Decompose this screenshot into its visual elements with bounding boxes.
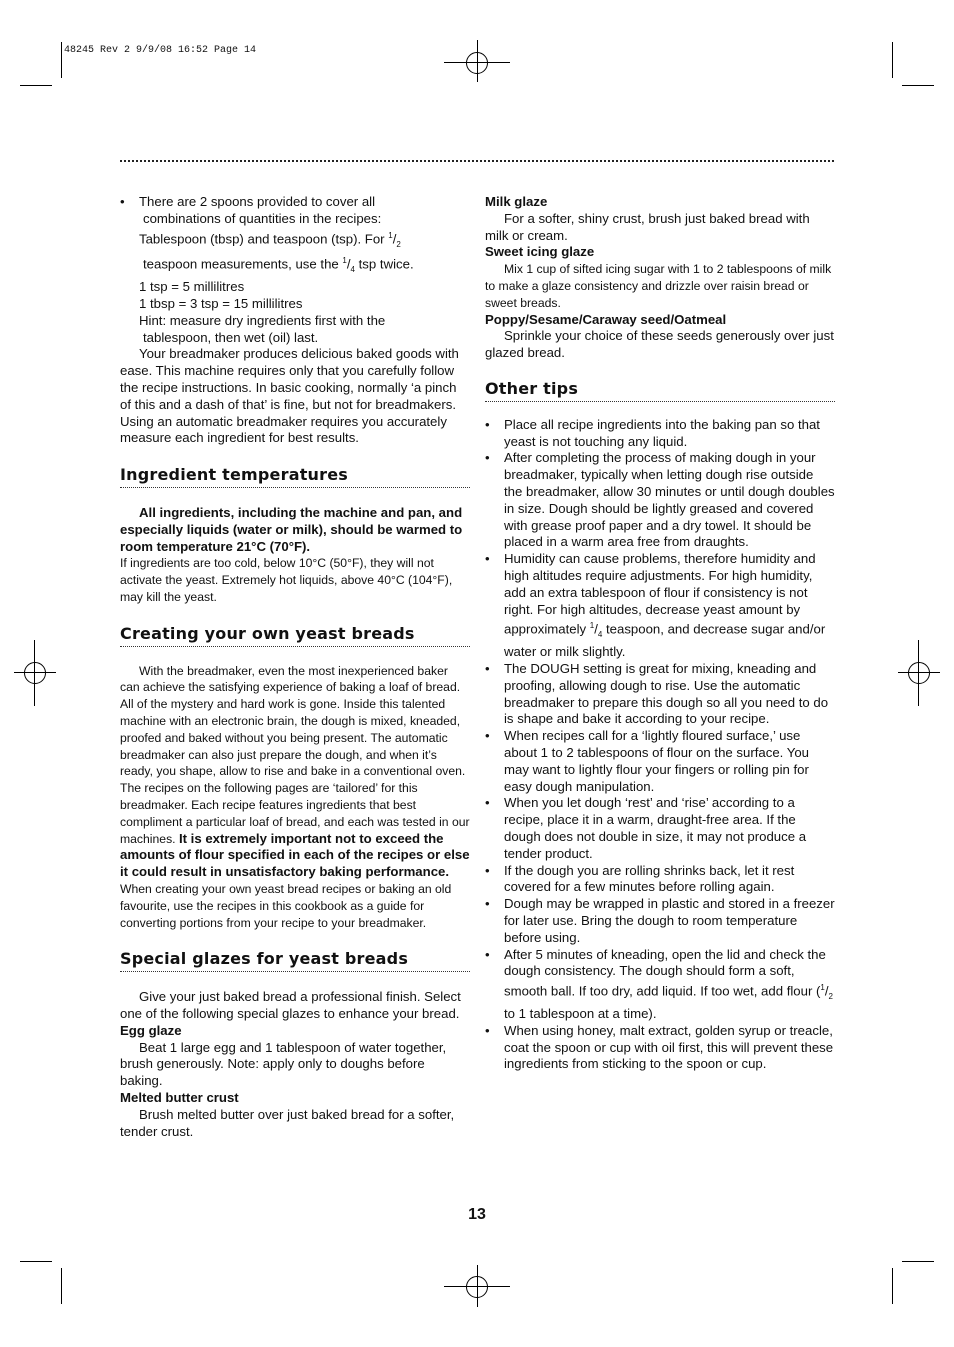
- tip-item: • Dough may be wrapped in plastic and stored in a freezer for later use. Bring the dough to room temperature before using.: [485, 896, 835, 946]
- tip-item: • When recipes call for a ‘lightly floured surface,’ use about 1 to 2 tablespoons of flour on the surface. You may want to lightly flour your fingers or rolling pin for easy dough manipulation.: [485, 728, 835, 795]
- seed-glaze-title: Poppy/Sesame/Caraway seed/Oatmeal: [485, 311, 727, 327]
- tip-9-frac-den: 2: [828, 992, 833, 1002]
- yeast-body-2: When creating your own yeast bread recipes or baking an old favourite, use the recipes in this cookbook as a guide for converting portions from your recipe to your breadmaker.: [120, 881, 452, 930]
- butter-crust-title: Melted butter crust: [120, 1089, 239, 1105]
- tip-3-frac-num: 1: [589, 621, 595, 631]
- egg-glaze-body: Beat 1 large egg and 1 tablespoon of water together, brush generously. Note: apply only to doughs before baking.: [120, 1039, 447, 1089]
- header-rule: [120, 160, 834, 162]
- left-column: [120, 194, 470, 1140]
- tsp-equivalence: 1 tsp = 5 millilitres: [139, 279, 245, 295]
- spoon-line-3-text: Tablespoon (tbsp) and teaspoon (tsp). For: [139, 230, 389, 246]
- tip-9-text: After 5 minutes of kneading, open the lid and check the dough consistency. The dough should form a soft, smooth ball. If too dry, add liquid. If too wet, add flour (: [504, 946, 826, 999]
- milk-glaze-body: For a softer, shiny crust, brush just baked bread with milk or cream.: [485, 210, 810, 243]
- hint-line-2: tablespoon, then wet (oil) last.: [143, 329, 319, 345]
- yeast-breads-heading: Creating your own yeast breads: [120, 626, 470, 647]
- spoon-bullet-list: [120, 194, 470, 346]
- spoon-line-1: • There are 2 spoons provided to cover all: [139, 194, 376, 209]
- tip-9-end: to 1 tablespoon at a time).: [504, 1005, 657, 1021]
- frac2-num: 1: [342, 256, 347, 266]
- tip-3-text: Humidity can cause problems, therefore humidity and high altitudes require adjustments. For high humidity, add an extra tablespoon of flour if consistency is not right. For high altitudes, decrease yeast amount by approximately: [504, 551, 816, 637]
- frac2-den: 4: [350, 265, 355, 275]
- tip-item: • Humidity can cause problems, therefore humidity and high altitudes require adjustments. For high humidity, add an extra tablespoon of flour if consistency is not right. For high altitudes, decrease yeast amount by approximately $^1/_4$ teaspoon, and decrease sugar and/or water or milk slightly.: [485, 551, 835, 661]
- spoon-line-4: teaspoon measurements, use the $^1/_4$ tsp twice.: [143, 256, 414, 275]
- seed-glaze-body: Sprinkle your choice of these seeds generously over just glazed bread.: [485, 328, 834, 361]
- tip-item: • After completing the process of making dough in your breadmaker, typically when letting dough rise outside the breadmaker, allow 30 minutes or until dough doubles in size. Dough should be lightly greased and covered with grease proof paper and a dry towel. It should be placed in a warm area free from draughts.: [485, 450, 835, 551]
- special-glazes-heading: Special glazes for yeast breads: [120, 951, 470, 972]
- right-column: [485, 194, 835, 1073]
- spoon-line-3: Tablespoon (tbsp) and teaspoon (tsp). For $^1/_2$: [139, 230, 401, 249]
- other-tips-heading: Other tips: [485, 381, 835, 402]
- frac-num: 1: [388, 230, 393, 240]
- glazes-intro: Give your just baked bread a professional finish. Select one of the following special glazes to enhance your bread.: [120, 989, 461, 1021]
- tip-item: • If the dough you are rolling shrinks back, let it rest covered for a few minutes before rolling again.: [485, 863, 835, 897]
- sweet-icing-body: Mix 1 cup of sifted icing sugar with 1 to 2 tablespoons of milk to make a glaze consistency and drizzle over raisin bread or sweet breads.: [485, 262, 832, 310]
- tip-item: • When using honey, malt extract, golden syrup or treacle, coat the spoon or cup with oil first, this will prevent these ingredients from sticking to the spoon or cup.: [485, 1023, 835, 1073]
- temps-body: If ingredients are too cold, below 10°C (50°F), they will not activate the yeast. Extremely hot liquids, above 40°C (104°F), may kill the yeast.: [120, 556, 453, 604]
- frac-den: 2: [396, 239, 401, 249]
- hint-line-1: Hint: measure dry ingredients first with the: [139, 312, 386, 328]
- tbsp-equivalence: 1 tbsp = 3 tsp = 15 millilitres: [139, 296, 303, 312]
- tip-3-frac-den: 4: [597, 630, 603, 640]
- tips-list: [485, 417, 835, 1073]
- page-number: 13: [468, 1206, 486, 1223]
- tip-item: • The DOUGH setting is great for mixing, kneading and proofing, allowing dough to rise. Use the automatic breadmaker to prepare this dough so all you need to do is shape and bake it according to your recipe.: [485, 661, 835, 728]
- tip-3-end: teaspoon, and decrease sugar and/or water or milk slightly.: [504, 621, 826, 660]
- spoon-line-2: combinations of quantities in the recipes:: [143, 210, 382, 226]
- tip-item: • When you let dough ‘rest’ and ‘rise’ according to a recipe, place it in a warm, draught-free area. If the dough does not double in size, it may not produce a tender product.: [485, 795, 835, 862]
- print-slug: 48245 Rev 2 9/9/08 16:52 Page 14: [64, 45, 257, 56]
- yeast-bold-warning: It is extremely important not to exceed the amounts of flour specified in each of the recipes or else it could result in unsatisfactory baking performance.: [120, 830, 470, 880]
- temps-bold-text: All ingredients, including the machine and pan, and especially liquids (water or milk), should be warmed to room temperature 21°C (70°F).: [120, 505, 463, 554]
- tip-item: • After 5 minutes of kneading, open the lid and check the dough consistency. The dough should form a soft, smooth ball. If too dry, add liquid. If too wet, add flour ($^1/_2$ to 1 tablespoon at a time).: [485, 947, 835, 1023]
- spoon-line-4-text: teaspoon measurements, use the: [143, 256, 343, 272]
- butter-crust-body: Brush melted butter over just baked bread for a softer, tender crust.: [120, 1106, 455, 1139]
- spoon-line-4-end: tsp twice.: [354, 256, 414, 272]
- intro-paragraph: Your breadmaker produces delicious baked goods with ease. This machine requires only that you carefully follow the recipe instructions. In basic cooking, normally ‘a pinch of this and a dash of that’ is fine, but not for breadmakers. Using an automatic breadmaker requires you accurately measure each ingredient for best results.: [120, 346, 459, 446]
- yeast-body-1: With the breadmaker, even the most inexperienced baker can achieve the satisfying experience of baking a loaf of bread. All of the mystery and hard work is gone. Inside this talented machine with an electronic brain, the dough is mixed, kneaded, proofed and baked without you being present. The automatic breadmaker can also just prepare the dough, and when it’s ready, you shape, allow to rise and bake in a conventional oven. The recipes on the following pages are ‘tailored’ for this breadmaker. Each recipe features ingredients that best compliment a particular loaf of bread, and each was tested in our machines.: [120, 663, 470, 846]
- ingredient-temperatures-heading: Ingredient temperatures: [120, 467, 470, 488]
- tip-9-frac-num: 1: [820, 983, 825, 993]
- yeast-breads-body: [120, 663, 470, 932]
- spoon-bullet: [120, 194, 470, 346]
- milk-glaze-title: Milk glaze: [485, 194, 548, 209]
- sweet-icing-title: Sweet icing glaze: [485, 244, 595, 260]
- egg-glaze-title: Egg glaze: [120, 1022, 182, 1038]
- tip-item: • Place all recipe ingredients into the baking pan so that yeast is not touching any liquid.: [485, 417, 835, 451]
